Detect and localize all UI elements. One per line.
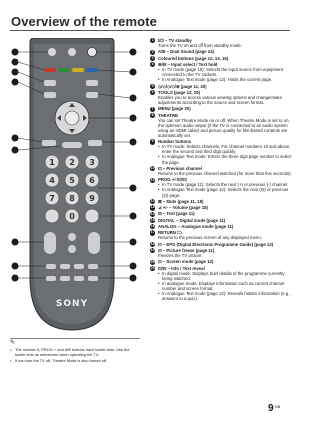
item-heading: THEATRE [158,112,178,118]
description-item [150,259,292,264]
item-bullet: • In Analogue Text mode: Enters the three digit page number to select the page. [158,154,292,164]
description-item [150,139,292,164]
item-number-badge: 7 [151,106,154,111]
item-number-badge: 4 [151,62,154,67]
item-number-badge: 2 [151,49,154,54]
description-item [150,90,292,105]
svg-text:7: 7 [49,194,55,203]
description-item [150,84,292,89]
item-heading: ⊡ – EPG (Digital Electronic Programme Guide) (page 13) [158,241,274,247]
item-number-badge: 21 [150,265,155,270]
description-item [150,56,292,61]
item-number-badge: 16 [150,224,155,229]
tip-line: • If you turn the TV off, Theatre Mode is also turned off. [15,358,140,363]
svg-text:5: 5 [69,176,75,185]
item-heading: ⊡ – Previous channel [158,165,202,171]
svg-text:0: 0 [69,212,75,221]
item-heading: Number buttons [158,139,192,145]
item-body: You can set Theatre Mode on or off. When Theatre Mode is set to on, the optimum audio output (if the TV is connected to an audio system using an HDMI cable) and picture quality for film-based contents are automatically set. [158,117,290,138]
item-bullet: • In TV mode (page 11): Selects the next (+) or previous (-) channel. [158,182,292,187]
description-item [150,199,292,204]
item-number-badge: 8 [151,112,154,117]
item-bullet: • In Analogue Text mode (page 12): Holds the current page. [158,77,292,82]
description-item [150,230,292,240]
description-item [150,166,292,176]
item-heading: TOOLS (page 12, 19) [158,89,200,95]
item-bullet: • In digital mode: Displays brief details of the programme currently being watched. [158,271,292,281]
item-heading: ⊿ +/- – Volume (page 18) [158,205,208,211]
description-item [150,218,292,223]
item-heading: ⊡ – Picture freeze (page 11) [158,247,215,253]
tip-list [10,347,140,363]
item-heading: ⊟ – Text (page 11) [158,211,195,217]
item-number-badge: 11 [150,177,155,182]
description-item [150,113,292,138]
item-heading: Coloured buttons (page 12, 13, 15) [158,55,229,61]
item-heading: DIGITAL – Digital mode (page 11) [158,217,226,223]
item-heading: ⊠ – Mute (page 11, 18) [158,198,204,204]
item-heading: ⊕/⊟ – Input select / Text hold [158,61,218,67]
description-item [150,211,292,216]
item-body: Turns the TV on and off from standby mode. [158,43,242,49]
description-item [150,248,292,258]
description-item [150,106,292,111]
tip-box [10,338,140,401]
page-title: Overview of the remote [11,14,157,29]
item-bullet: • In analogue mode: Displays information such as current channel number and screen format. [158,281,292,291]
item-number-badge: 18 [150,241,155,246]
item-heading: ⊡/⊡ – Info / Text reveal [158,265,205,271]
description-item [150,266,292,302]
svg-text:1: 1 [49,158,55,167]
svg-text:6: 6 [89,176,95,185]
remote-brand: SONY [55,299,89,309]
item-number-badge: 5 [151,83,154,88]
item-number-badge: 17 [150,230,155,235]
item-body: Returns to the previous channel watched (for more than five seconds). [158,170,292,176]
item-body: Enables you to access various viewing options and change/make adjustments according to the source and screen format. [158,94,282,105]
description-item [150,177,292,197]
item-number-badge: 15 [150,217,155,222]
description-item [150,224,292,229]
item-number-badge: 14 [150,211,155,216]
item-heading: I/⏻ – TV standby [158,38,192,43]
item-heading: ANALOG – Analogue mode (page 11) [158,223,234,229]
item-bullet: • In TV mode (page 18): Selects the input source from equipment connected to the TV sockets. [158,67,292,77]
svg-text:4: 4 [49,176,55,185]
description-item [150,49,292,54]
item-number-badge: 12 [150,199,155,204]
item-number-badge: 3 [151,55,154,60]
item-heading: ◇/◇/◇/◇/⊕ (page 11, 20) [158,83,207,89]
svg-text:8: 8 [69,194,75,203]
title-rule [10,30,290,31]
item-heading: PROG +/-/⊡/⊡ [158,177,187,183]
item-heading: A/B – Dual Sound (page 24) [158,49,215,55]
item-number-badge: 20 [150,259,155,264]
item-body: Freezes the TV picture. [158,252,203,258]
item-heading: ⊡ – Screen mode (page 12) [158,259,214,265]
item-heading: MENU (page 20) [158,106,191,112]
item-body: Returns to the previous screen of any displayed menu. [158,235,262,241]
description-item [150,242,292,247]
item-number-badge: 6 [151,90,154,95]
tip-line: • The number 5, PROG + and A/B buttons have tactile dots. Use the tactile dots as references when operating the TV. [15,347,140,357]
page-number-value: 9 [268,403,274,414]
remote-illustration [8,38,140,338]
item-number-badge: 9 [151,139,154,144]
item-bullet: • In Analogue Text mode (page 12): Selects the next (⊡) or previous (⊡) page. [158,187,292,197]
description-item [150,205,292,210]
svg-text:3: 3 [89,158,95,167]
svg-text:2: 2 [69,158,75,167]
button-description-list [150,38,292,302]
item-number-badge: 13 [150,205,155,210]
item-number-badge: 19 [150,248,155,253]
item-number-badge: 10 [150,166,155,171]
item-bullet: • In Analogue Text mode (page 12): Reveals hidden information (e.g., answers to a quiz). [158,291,292,301]
item-number-badge: 1 [151,38,154,43]
description-item [150,62,292,82]
svg-text:9: 9 [89,194,95,203]
page-number [268,403,280,414]
description-item [150,38,292,48]
item-heading: RETURN /⊃ [158,230,182,236]
tip-icon: ✎ [10,340,16,346]
item-bullet: • In TV mode: Selects channels. For channel numbers 10 and above, enter the second and third digit quickly. [158,144,292,154]
page-number-suffix: GB [274,404,281,409]
